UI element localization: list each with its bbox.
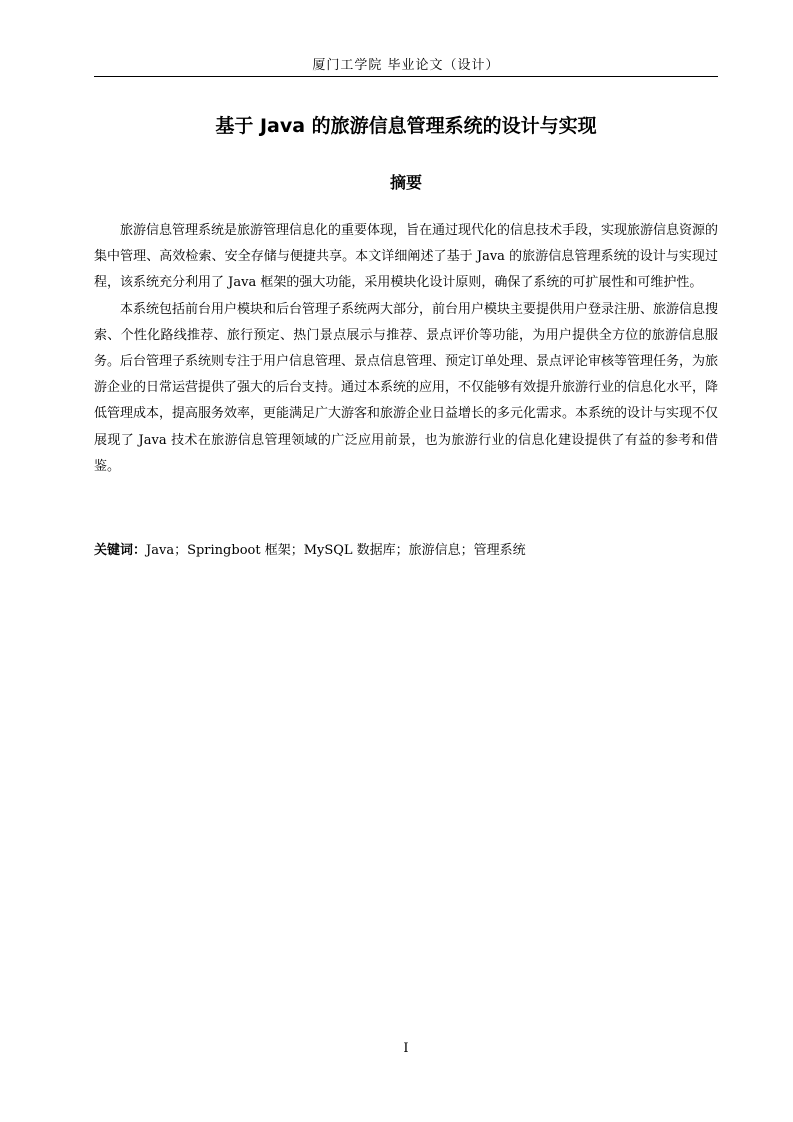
abstract-paragraph-2: 本系统包括前台用户模块和后台管理子系统两大部分，前台用户模块主要提供用户登录注册、旅游信息搜索、个性化路线推荐、旅行预定、热门景点展示与推荐、景点评价等功能，为用户提供全方位的旅游信息服务。后台管理子系统则专注于用户信息管理、景点信息管理、预定订单处理、景点评论审核等管理任务，为旅游企业的日常运营提供了强大的后台支持。通过本系统的应用，不仅能够有效提升旅游行业的信息化水平，降低管理成本，提高服务效率，更能满足广大游客和旅游企业日益增长的多元化需求。本系统的设计与实现不仅展现了 Java 技术在旅游信息管理领域的广泛应用前景，也为旅游行业的信息化建设提供了有益的参考和借鉴。 — [94, 301, 719, 474]
abstract-heading: 摘要 — [389, 173, 422, 192]
abstract-body — [94, 218, 718, 480]
page-number: I — [403, 1041, 409, 1056]
page-header: 厦门工学院 毕业论文（设计） — [312, 58, 500, 73]
abstract-paragraph-1: 旅游信息管理系统是旅游管理信息化的重要体现，旨在通过现代化的信息技术手段，实现旅游信息资源的集中管理、高效检索、安全存储与便捷共享。本文详细阐述了基于 Java 的旅游信息管理系统的设计与实现过程，该系统充分利用了 Java 框架的强大功能，采用模块化设计原则，确保了系统的可扩展性和可维护性。 — [94, 223, 719, 291]
keywords-line — [94, 540, 718, 562]
keywords-label: 关键词： — [94, 543, 147, 558]
header-rule — [94, 76, 718, 77]
document-title: 基于 Java 的旅游信息管理系统的设计与实现 — [215, 115, 597, 137]
keywords-text: Java；Springboot 框架；MySQL 数据库；旅游信息；管理系统 — [146, 543, 526, 558]
